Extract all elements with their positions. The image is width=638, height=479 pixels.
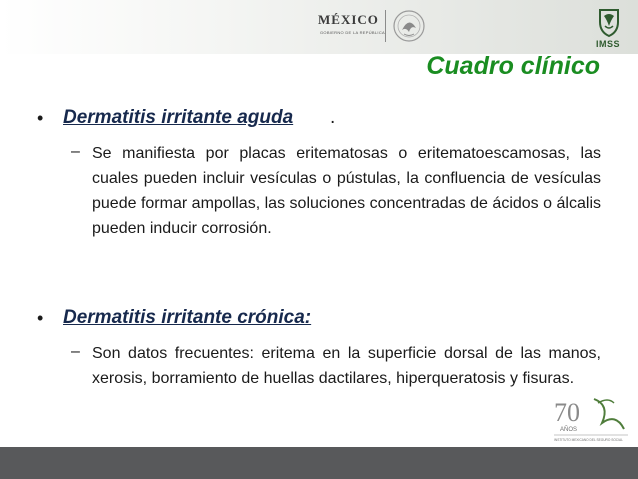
anniversary-caption: INSTITUTO MEXICANO DEL SEGURO SOCIAL xyxy=(554,438,623,442)
bullet-marker: • xyxy=(37,108,44,128)
slide-title: Cuadro clínico xyxy=(426,52,600,80)
coat-of-arms-icon xyxy=(392,8,426,44)
bullet-heading: Dermatitis irritante aguda xyxy=(63,107,294,128)
sub-bullet-dash: – xyxy=(71,343,80,360)
anniversary-number: 70 xyxy=(554,398,580,427)
anniversary-logo xyxy=(550,393,632,445)
mexico-wordmark: MÉXICO xyxy=(318,12,379,27)
government-caption: GOBIERNO DE LA REPÚBLICA xyxy=(320,30,385,35)
sub-bullet-dash: – xyxy=(71,143,80,160)
anniversary-word: AÑOS xyxy=(560,427,578,433)
heading-punctuation: . xyxy=(330,107,336,128)
bullet-heading: Dermatitis irritante crónica: xyxy=(63,307,312,328)
bullet-marker: • xyxy=(37,308,44,328)
footer-bar xyxy=(0,447,638,479)
bullet-description: Se manifiesta por placas eritematosas o eritematoescamosas, las cuales pueden incluir vesículas o pústulas, la confluencia de vesículas puede formar ampollas, las soluciones concentradas de ácidos o álcalis pueden inducir corrosión. xyxy=(92,145,601,237)
imss-wordmark: IMSS xyxy=(596,39,621,49)
logo-divider xyxy=(385,10,386,42)
bullet-description: Son datos frecuentes: eritema en la superficie dorsal de las manos, xerosis, borramiento de huellas dactilares, hiperqueratosis y fisuras. xyxy=(92,345,601,387)
